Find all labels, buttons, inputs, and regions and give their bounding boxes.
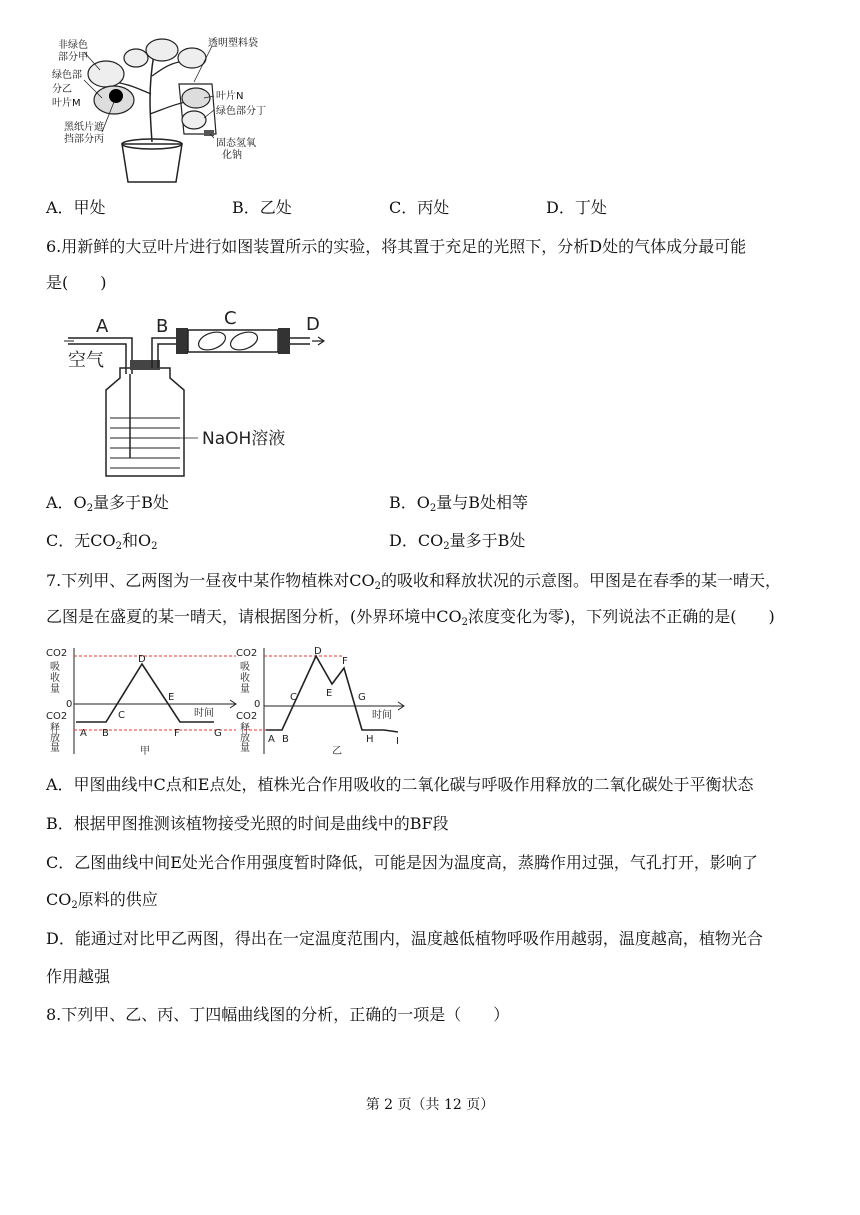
- q6-option-d: D．$CO_2$量多于B处: [389, 531, 526, 552]
- label-leaf-n: 叶片N: [216, 91, 244, 102]
- yi-absorb-3: 量: [240, 684, 250, 695]
- label-non-green-a-2: 部分甲: [58, 52, 88, 63]
- yi-absorb-1: 吸: [240, 662, 250, 673]
- yi-zero: 0: [254, 699, 261, 710]
- label-non-green-a-1: 非绿色: [58, 40, 88, 51]
- q5-option-b: B．乙处: [232, 198, 292, 217]
- q7-option-b: B．根据甲图推测该植物接受光照的时间是曲线中的BF段: [46, 814, 449, 833]
- yi-point-h: H: [366, 734, 374, 745]
- jia-point-d: D: [138, 654, 146, 665]
- yi-release-2: 放: [240, 733, 250, 744]
- q5-option-a: A．甲处: [46, 198, 106, 217]
- label-green-b-2: 分乙: [52, 84, 72, 95]
- yi-time: 时间: [372, 710, 392, 721]
- jia-time: 时间: [194, 708, 214, 719]
- label-naoh-2: 化钠: [222, 150, 242, 161]
- apparatus-figure: [60, 308, 360, 484]
- jia-absorb-2: 收: [50, 673, 60, 684]
- jia-point-b: B: [102, 728, 109, 739]
- yi-point-e: E: [326, 688, 333, 699]
- jia-point-g: G: [214, 728, 222, 739]
- q8-stem: 8.下列甲、乙、丙、丁四幅曲线图的分析，正确的一项是（ ）: [46, 1005, 510, 1024]
- yi-point-i: I: [396, 736, 399, 747]
- yi-co2-top: CO2: [236, 648, 258, 659]
- jia-point-f: F: [174, 728, 180, 739]
- label-naoh-solution: NaOH溶液: [202, 429, 286, 449]
- label-naoh-1: 固态氢氧: [216, 138, 256, 149]
- q7-stem-line2: 乙图是在盛夏的某一晴天，请根据图分析，(外界环境中$CO_2$浓度变化为零)，下列说法不正确的是( ): [46, 607, 775, 628]
- jia-absorb-3: 量: [50, 684, 60, 695]
- jia-caption: 甲: [140, 746, 150, 757]
- jia-point-e: E: [168, 692, 175, 703]
- co2-exchange-figure: [44, 644, 414, 760]
- q7-option-d-line1: D．能通过对比甲乙两图，得出在一定温度范围内，温度越低植物呼吸作用越弱，温度越高，植物光合: [46, 929, 763, 948]
- yi-point-g: G: [358, 692, 366, 703]
- yi-point-b: B: [282, 734, 289, 745]
- q5-option-c: C．丙处: [389, 198, 450, 217]
- q7-option-c-line1: C．乙图曲线中间E处光合作用强度暂时降低，可能是因为温度高，蒸腾作用过强，气孔打开，影响了: [46, 853, 758, 872]
- yi-co2-bottom: CO2: [236, 711, 258, 722]
- label-a: A: [96, 316, 109, 337]
- jia-co2-bottom: CO2: [46, 711, 68, 722]
- q6-stem-line1: 6.用新鲜的大豆叶片进行如图装置所示的实验，将其置于充足的光照下，分析D处的气体成分最可能: [46, 237, 747, 256]
- jia-release-2: 放: [50, 733, 60, 744]
- label-b: B: [156, 316, 169, 337]
- jia-release-3: 量: [50, 743, 60, 754]
- jia-zero: 0: [66, 699, 73, 710]
- label-plastic-bag: 透明塑料袋: [208, 38, 258, 49]
- yi-caption: 乙: [332, 746, 342, 757]
- q6-option-c: C．无$CO_2$和$O_2$: [46, 531, 158, 552]
- q7-stem-line1: 7.下列甲、乙两图为一昼夜中某作物植株对$CO_2$的吸收和释放状况的示意图。甲图是在春季的某一晴天，: [46, 571, 782, 592]
- label-c: C: [224, 308, 237, 329]
- label-green-b-1: 绿色部: [52, 70, 82, 81]
- jia-point-c: C: [118, 710, 125, 721]
- yi-absorb-2: 收: [240, 673, 250, 684]
- yi-point-f: F: [342, 656, 348, 667]
- jia-absorb-1: 吸: [50, 662, 60, 673]
- label-black-paper-2: 挡部分丙: [64, 134, 104, 145]
- q6-option-a: A．$O_2$量多于B处: [46, 493, 169, 514]
- label-d: D: [306, 314, 320, 335]
- label-green-d: 绿色部分丁: [216, 106, 266, 117]
- q6-stem-line2: 是( ): [46, 273, 107, 292]
- yi-point-d: D: [314, 646, 322, 657]
- yi-release-3: 量: [240, 743, 250, 754]
- page-footer: 第 2 页（共 12 页）: [365, 1097, 495, 1113]
- jia-co2-top: CO2: [46, 648, 68, 659]
- q7-option-a: A．甲图曲线中C点和E点处，植株光合作用吸收的二氧化碳与呼吸作用释放的二氧化碳处于平衡状态: [46, 775, 754, 794]
- label-air: 空气: [68, 350, 104, 371]
- label-black-paper-1: 黑纸片遮: [64, 122, 104, 133]
- plant-experiment-figure: [44, 34, 280, 186]
- q7-option-c-line2: $CO_2$原料的供应: [46, 890, 158, 911]
- jia-release-1: 释: [50, 723, 60, 734]
- yi-release-1: 释: [240, 723, 250, 734]
- yi-point-c: C: [290, 692, 297, 703]
- yi-point-a: A: [268, 734, 275, 745]
- q6-option-b: B．$O_2$量与B处相等: [389, 493, 529, 514]
- q7-option-d-line2: 作用越强: [46, 967, 111, 986]
- label-leaf-m: 叶片M: [52, 98, 81, 109]
- q5-option-d: D．丁处: [546, 198, 607, 217]
- jia-point-a: A: [80, 728, 87, 739]
